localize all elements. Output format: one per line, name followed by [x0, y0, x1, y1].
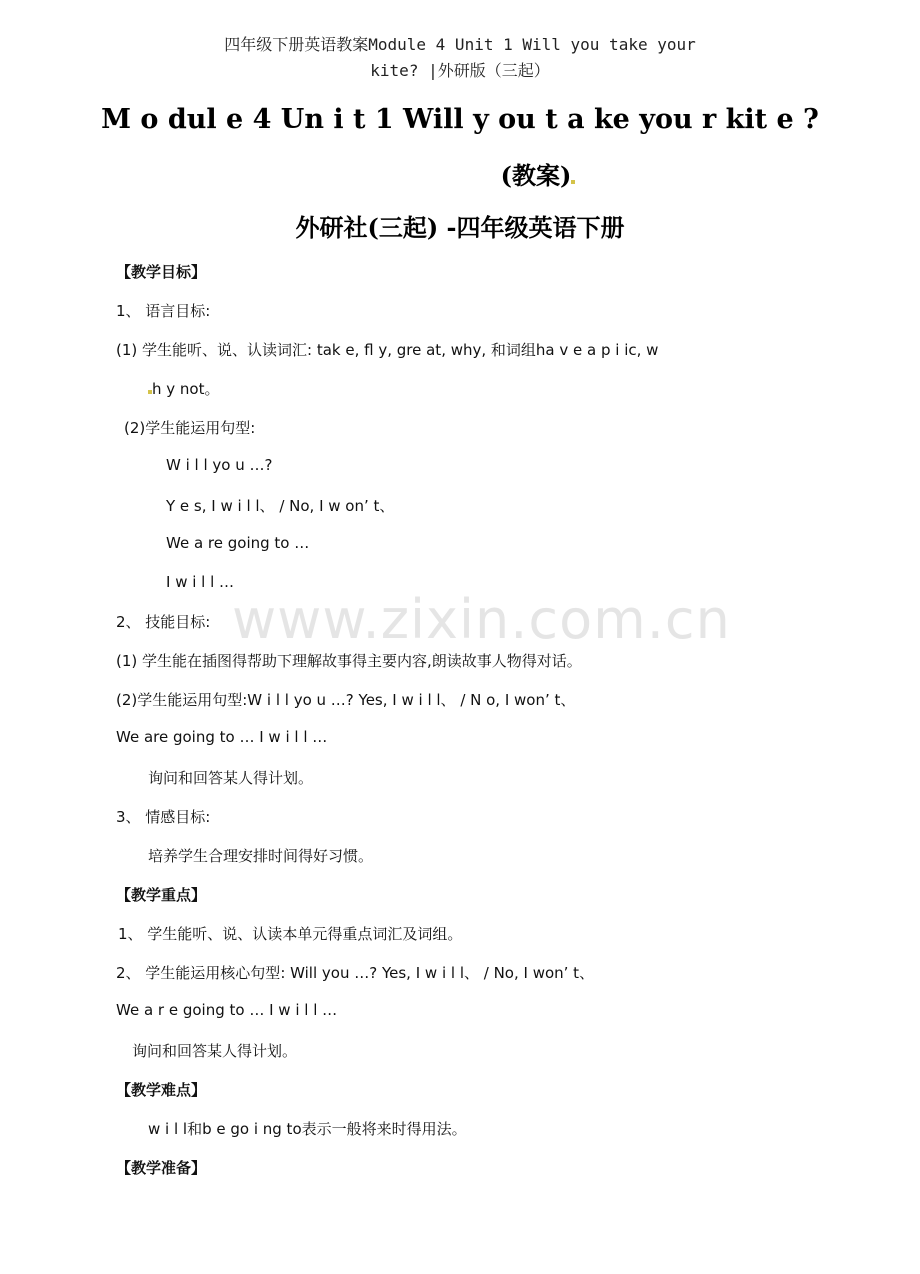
sentence-1: W i l l yo u …? [166, 456, 273, 474]
key-2b: We a r e going to … I w i l l … [116, 1001, 338, 1019]
goal-1: 1、 语言目标: [116, 302, 211, 320]
section-heading-goals: 【教学目标】 [116, 263, 207, 281]
publisher-title: 外研社(三起) -四年级英语下册 [295, 213, 625, 242]
watermark: www.zixin.com.cn [232, 588, 731, 651]
sentence-4: I w i l l … [166, 573, 235, 591]
goal-2-2a: (2)学生能运用句型:W i l l yo u …? Yes, I w i l l、 / N o, I won’ t、 [116, 691, 576, 709]
key-2a: 2、 学生能运用核心句型: Will you …? Yes, I w i l l、 / No, I won’ t、 [116, 964, 595, 982]
goal-1-1b-text: h y not。 [152, 380, 220, 398]
key-1: 1、 学生能听、说、认读本单元得重点词汇及词组。 [118, 925, 463, 943]
header-line-2: kite? |外研版（三起） [370, 61, 550, 80]
goal-1-2: (2)学生能运用句型: [124, 419, 256, 437]
sentence-2: Y e s, I w i l l、 / No, I w on’ t、 [166, 497, 395, 515]
goal-1-1a: (1) 学生能听、说、认读词汇: tak e, fl y, gre at, why, 和词组ha v e a p i ic, w [116, 341, 659, 359]
goal-2-1: (1) 学生能在插图得帮助下理解故事得主要内容,朗读故事人物得对话。 [116, 652, 582, 670]
header-line-1: 四年级下册英语教案Module 4 Unit 1 Will you take your [224, 35, 696, 54]
page-title: M o dul e 4 Un i t 1 Will y ou t a ke you r kit e ? [101, 104, 819, 135]
highlight-mark [571, 180, 575, 184]
section-heading-difficulty: 【教学难点】 [116, 1081, 207, 1099]
difficulty-1: w i l l和b e go i ng to表示一般将来时得用法。 [148, 1120, 467, 1138]
sentence-3: We a re going to … [166, 534, 310, 552]
goal-2: 2、 技能目标: [116, 613, 211, 631]
subtitle-text: (教案) [500, 161, 572, 190]
goal-2-2b: We are going to … I w i l l … [116, 728, 328, 746]
goal-3-1: 培养学生合理安排时间得好习惯。 [148, 847, 374, 865]
goal-3: 3、 情感目标: [116, 808, 211, 826]
goal-1-1b [148, 378, 220, 399]
key-2c: 询问和回答某人得计划。 [132, 1042, 298, 1060]
goal-2-2c: 询问和回答某人得计划。 [148, 769, 314, 787]
section-heading-key: 【教学重点】 [116, 886, 207, 904]
section-heading-preparation: 【教学准备】 [116, 1159, 207, 1177]
page-subtitle [78, 156, 920, 191]
